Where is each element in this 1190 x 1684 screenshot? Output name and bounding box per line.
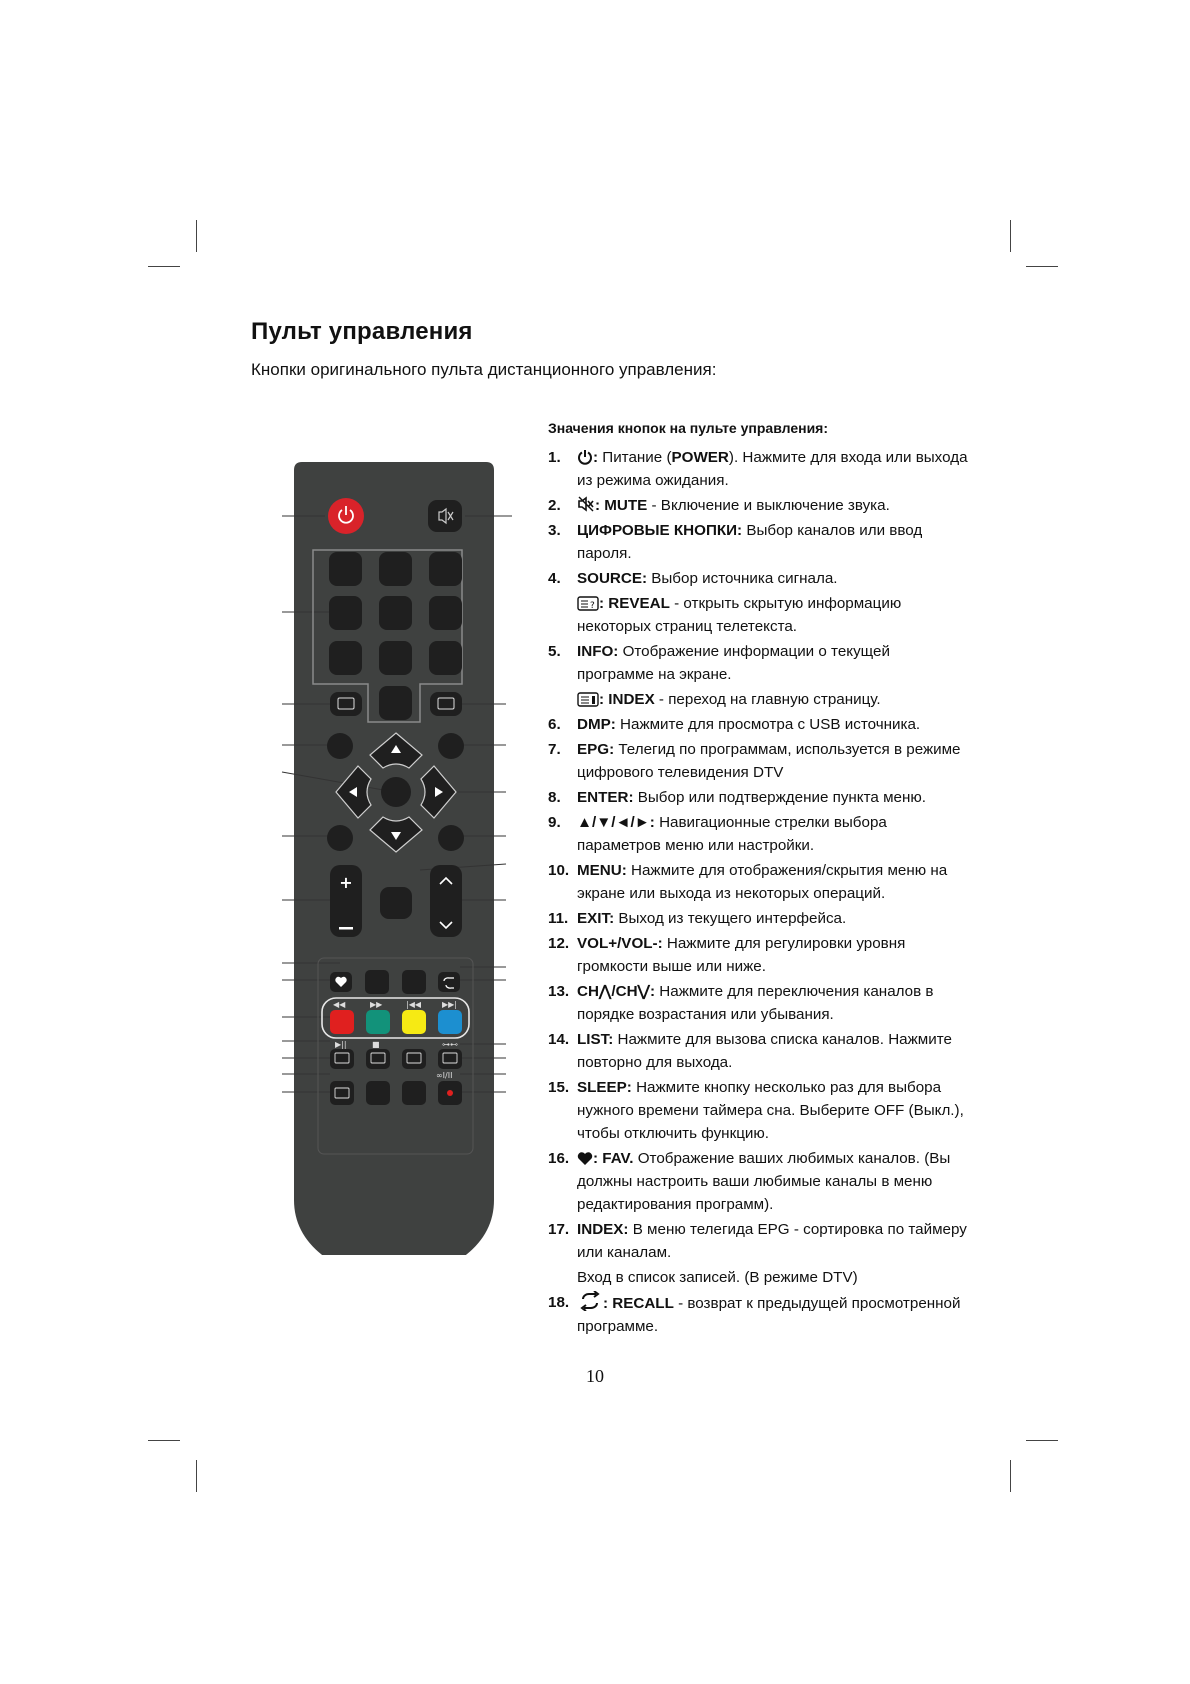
svg-text:+: + xyxy=(339,873,353,892)
crop-mark xyxy=(196,220,197,252)
crop-mark xyxy=(1026,1440,1058,1441)
digit-button-3[interactable] xyxy=(429,552,462,586)
crop-mark xyxy=(1010,1460,1011,1492)
channel-rocker[interactable] xyxy=(430,865,462,937)
power-button[interactable] xyxy=(328,498,364,534)
source-button[interactable] xyxy=(380,887,412,919)
heart-icon xyxy=(577,1151,593,1166)
reveal-icon xyxy=(577,596,599,611)
list-item: 9. ▲/▼/◄/►: Навигационные стрелки выбора параметров меню или настройки. xyxy=(548,814,887,854)
page-subtitle: Кнопки оригинального пульта дистанционного управления: xyxy=(251,360,717,379)
prev-label: |◀◀ xyxy=(406,1000,421,1009)
stop-label: ■ xyxy=(372,1040,380,1049)
crop-mark xyxy=(196,1460,197,1492)
list-item: : INDEX - переход на главную страницу. xyxy=(548,688,968,711)
page-title: Пульт управления xyxy=(251,318,473,345)
list-item: ? : REVEAL - открыть скрытую информацию некоторых страниц телетекста. xyxy=(577,595,902,635)
list-item: 5. INFO: Отображение информации о текущей программе на экране. xyxy=(548,643,890,683)
digit-button-4[interactable] xyxy=(329,596,362,630)
sleep-button[interactable] xyxy=(402,970,426,994)
rewind-label: ◀◀ xyxy=(333,1000,346,1009)
green-button[interactable] xyxy=(366,1010,390,1034)
button-descriptions xyxy=(548,446,968,1340)
repeat-label: ⊶⊷ xyxy=(442,1040,458,1049)
list-item: 2. : MUTE - Включение и выключение звука. xyxy=(548,497,890,514)
power-icon xyxy=(577,449,593,465)
list-item: 8. ENTER: Выбор или подтверждение пункта меню. xyxy=(548,789,926,806)
digit-button-2[interactable] xyxy=(379,552,412,586)
cancel-button[interactable] xyxy=(330,1081,354,1105)
epg-button[interactable] xyxy=(438,733,464,759)
digit-button-0[interactable] xyxy=(379,686,412,720)
digit-button-1[interactable] xyxy=(329,552,362,586)
list-item: 12. VOL+/VOL-: Нажмите для регулировки уровня громкости выше или ниже. xyxy=(548,935,906,975)
record-icon xyxy=(447,1090,453,1096)
menu-button[interactable] xyxy=(327,825,353,851)
subpage-button[interactable] xyxy=(402,1049,426,1069)
audio-button[interactable] xyxy=(402,1081,426,1105)
mute-button[interactable] xyxy=(428,500,462,532)
digit-button-9[interactable] xyxy=(429,641,462,675)
size-button[interactable] xyxy=(438,1049,462,1069)
hold-button[interactable] xyxy=(366,1049,390,1069)
next-label: ▶▶| xyxy=(442,1000,457,1009)
list-heading: Значения кнопок на пульте управления: xyxy=(548,420,828,436)
crop-mark xyxy=(148,1440,180,1441)
index-button[interactable] xyxy=(430,692,462,716)
red-button[interactable] xyxy=(330,1010,354,1034)
list-item: Вход в список записей. (В режиме DTV) xyxy=(577,1269,858,1286)
list-item: 16. : FAV. Отображение ваших любимых каналов. (Вы должны настроить ваши любимые каналы в меню редактирования программ). xyxy=(548,1150,951,1213)
crop-mark xyxy=(1010,220,1011,252)
digit-button-8[interactable] xyxy=(379,641,412,675)
ab-label: ∞I/II xyxy=(436,1071,453,1080)
mute-icon xyxy=(577,495,595,513)
recall-icon xyxy=(577,1291,603,1311)
list-item: 18. : RECALL - возврат к предыдущей просмотренной программе. xyxy=(548,1291,968,1338)
teletext-button[interactable] xyxy=(330,1049,354,1069)
forward-label: ▶▶ xyxy=(370,1000,383,1009)
crop-mark xyxy=(148,266,180,267)
list-item: 14. LIST: Нажмите для вызова списка каналов. Нажмите повторно для выхода. xyxy=(548,1031,952,1071)
digit-button-5[interactable] xyxy=(379,596,412,630)
remote-control-illustration xyxy=(270,455,530,1255)
list-item: 11. EXIT: Выход из текущего интерфейса. xyxy=(548,910,847,927)
crop-mark xyxy=(1026,266,1058,267)
digit-button-6[interactable] xyxy=(429,596,462,630)
dmp-button[interactable] xyxy=(327,733,353,759)
list-button[interactable] xyxy=(365,970,389,994)
blue-button[interactable] xyxy=(438,1010,462,1034)
list-item: 13. CH⋀/CH⋁: Нажмите для переключения каналов в порядке возрастания или убывания. xyxy=(548,983,934,1023)
svg-text:?: ? xyxy=(590,601,595,611)
rec-list-button[interactable] xyxy=(366,1081,390,1105)
play-pause-label: ▶|| xyxy=(335,1040,347,1049)
enter-button[interactable] xyxy=(381,777,411,807)
exit-button[interactable] xyxy=(438,825,464,851)
list-item: 10. MENU: Нажмите для отображения/скрытия меню на экране или выхода из некоторых операций. xyxy=(548,862,948,902)
list-item: 7. EPG: Телегид по программам, используется в режиме цифрового телевидения DTV xyxy=(548,741,961,781)
index-icon xyxy=(577,692,599,707)
list-item: 1. : Питание (POWER). Нажмите для входа или выхода из режима ожидания. xyxy=(548,449,968,489)
yellow-button[interactable] xyxy=(402,1010,426,1034)
digit-button-7[interactable] xyxy=(329,641,362,675)
page-number: 10 xyxy=(586,1366,604,1386)
list-item: 15. SLEEP: Нажмите кнопку несколько раз для выбора нужного времени таймера сна. Выберите OFF (Выкл.), чтобы отключить функцию. xyxy=(548,1079,964,1142)
list-item: 17. INDEX: В меню телегида EPG - сортировка по таймеру или каналам. xyxy=(548,1221,967,1261)
list-item: 6. DMP: Нажмите для просмотра с USB источника. xyxy=(548,716,921,733)
recall-button[interactable] xyxy=(438,972,460,992)
list-item: 3. ЦИФРОВЫЕ КНОПКИ: Выбор каналов или ввод пароля. xyxy=(548,522,923,562)
list-item: 4. SOURCE: Выбор источника сигнала. xyxy=(548,570,838,587)
reveal-button[interactable] xyxy=(330,692,362,716)
